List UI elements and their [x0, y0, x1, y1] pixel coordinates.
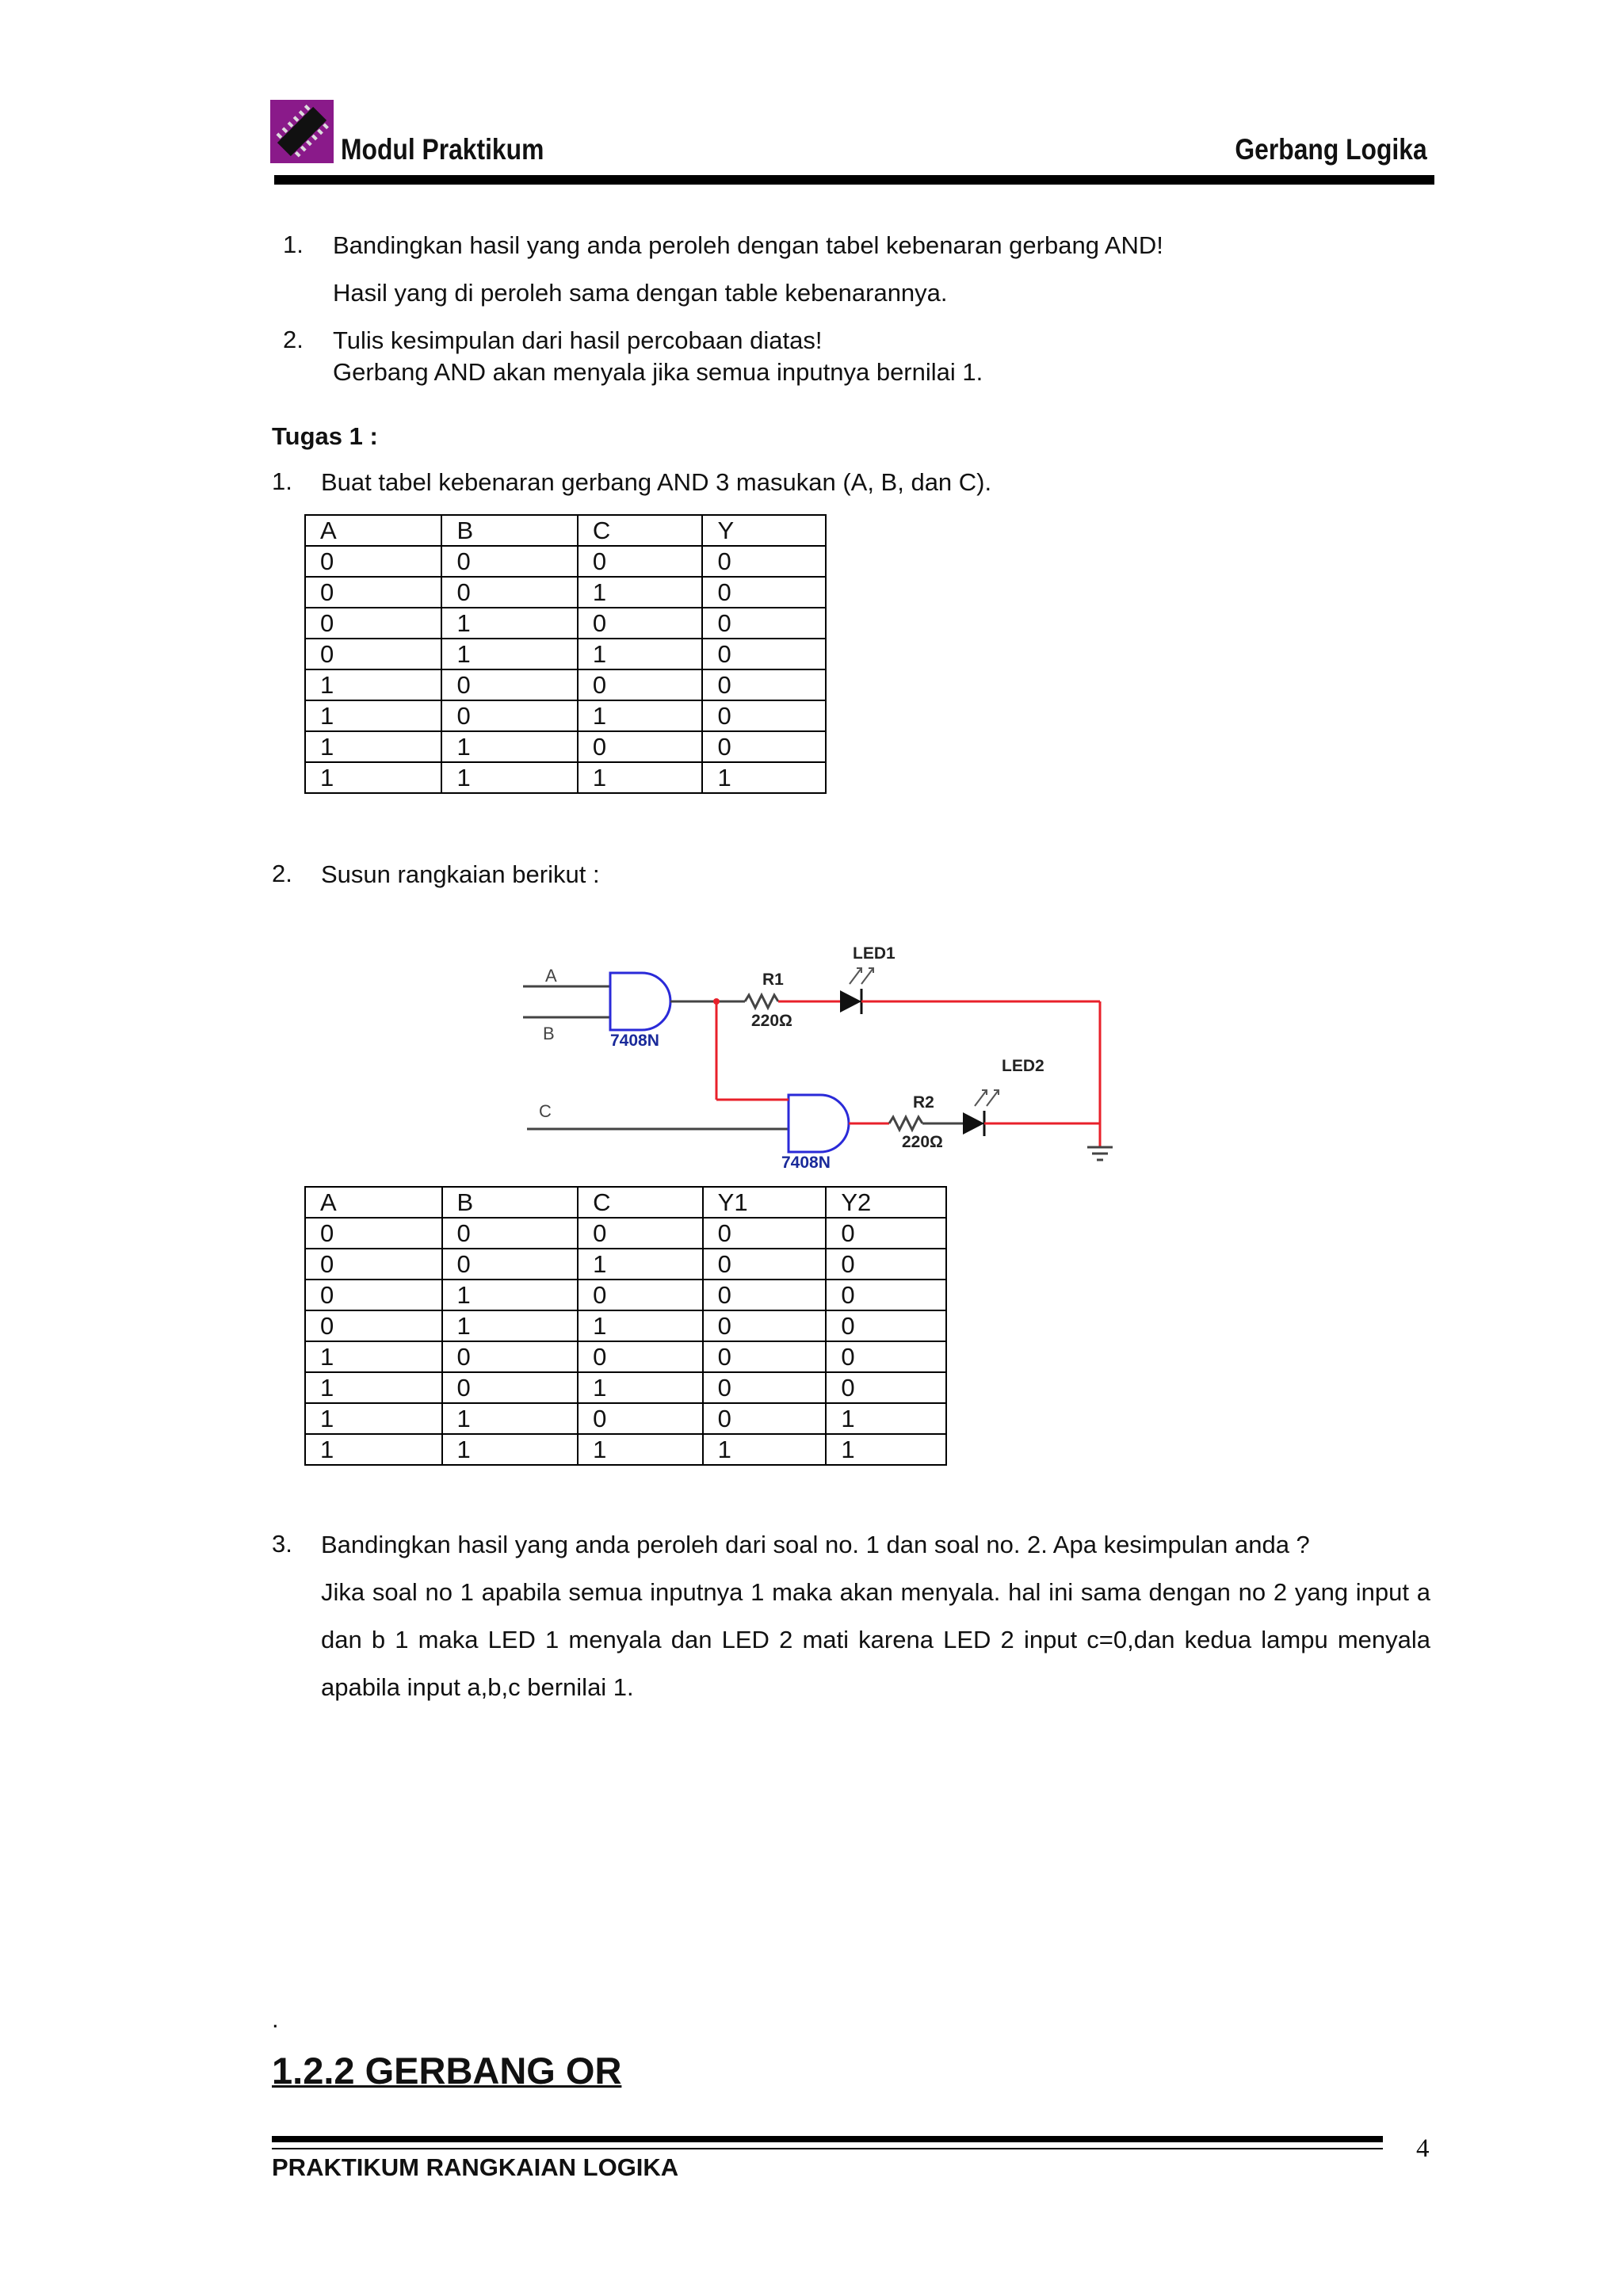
table1-cell: 0: [305, 546, 441, 577]
table1-row: [305, 608, 826, 639]
table1-row: [305, 577, 826, 608]
table2-cell: 0: [703, 1341, 827, 1372]
table2-cell: 0: [305, 1280, 442, 1310]
resistor-r2: [889, 1117, 922, 1130]
table2-cell: 1: [305, 1403, 442, 1434]
truth-table-and3: [304, 514, 827, 794]
table2-cell: 0: [826, 1280, 946, 1310]
table1-cell: 0: [702, 546, 826, 577]
table2-cell: 0: [442, 1249, 579, 1280]
page-number: 4: [1416, 2134, 1430, 2163]
table1-header-cell: A: [305, 515, 441, 546]
table2-row: [305, 1249, 946, 1280]
table2-cell: 1: [578, 1310, 703, 1341]
table1-row: [305, 669, 826, 700]
table1-cell: 0: [441, 577, 577, 608]
table1-cell: 1: [305, 669, 441, 700]
table2-cell: 0: [826, 1341, 946, 1372]
table1-cell: 0: [702, 731, 826, 762]
table1-cell: 0: [578, 731, 703, 762]
ground-symbol: [1087, 1147, 1113, 1160]
table2-cell: 0: [703, 1403, 827, 1434]
table1-row: [305, 731, 826, 762]
table1-cell: 0: [578, 608, 703, 639]
table2-cell: 1: [442, 1280, 579, 1310]
tugas-title: Tugas 1 :: [272, 422, 378, 450]
table2-cell: 1: [826, 1403, 946, 1434]
header-rule: [274, 175, 1434, 185]
table1-cell: 0: [702, 669, 826, 700]
tugas-item-1-text: Buat tabel kebenaran gerbang AND 3 masukan (A, B, dan C).: [321, 468, 992, 496]
header-left-title: Modul Praktikum: [341, 133, 544, 166]
question-2-answer: Gerbang AND akan menyala jika semua inputnya bernilai 1.: [333, 358, 983, 386]
header: [0, 0, 1623, 198]
footer-rule-thin: [272, 2148, 1383, 2149]
tugas-item-2-number: 2.: [272, 860, 292, 887]
table1-row: [305, 762, 826, 793]
tugas-item-3-number: 3.: [272, 1530, 292, 1558]
table2-cell: 0: [578, 1403, 703, 1434]
table2-cell: 0: [703, 1249, 827, 1280]
header-right-title: Gerbang Logika: [1235, 133, 1427, 166]
table2-header-row: [305, 1187, 946, 1218]
table2-row: [305, 1341, 946, 1372]
r2-label: R2: [913, 1093, 934, 1112]
table1-cell: 1: [578, 577, 703, 608]
table2-cell: 0: [703, 1218, 827, 1249]
table2-cell: 1: [578, 1249, 703, 1280]
table2-cell: 1: [703, 1434, 827, 1465]
r1-label: R1: [762, 971, 784, 989]
table2-header-cell: Y2: [826, 1187, 946, 1218]
table2-cell: 0: [305, 1249, 442, 1280]
table2-header-cell: B: [442, 1187, 579, 1218]
circuit-label-b: B: [543, 1024, 555, 1043]
stray-dot: .: [272, 2005, 279, 2033]
table2-header-cell: Y1: [703, 1187, 827, 1218]
question-1-text: Bandingkan hasil yang anda peroleh dengan tabel kebenaran gerbang AND!: [333, 231, 1163, 259]
table2-cell: 0: [578, 1341, 703, 1372]
table2-row: [305, 1372, 946, 1403]
table2-cell: 1: [442, 1403, 579, 1434]
table1-header-cell: Y: [702, 515, 826, 546]
table1-cell: 1: [441, 731, 577, 762]
tugas-item-3-answer: Jika soal no 1 apabila semua inputnya 1 maka akan menyala. hal ini sama dengan no 2 yang input a dan b 1 maka LED 1 menyala dan LED 2 mati karena LED 2 input c=0,dan kedua lampu menyala apabila input a,b,c bernilai 1.: [321, 1578, 1430, 1701]
table2-cell: 0: [442, 1341, 579, 1372]
table2-cell: 1: [442, 1310, 579, 1341]
table1-cell: 1: [702, 762, 826, 793]
table2-cell: 0: [703, 1310, 827, 1341]
question-2-text: Tulis kesimpulan dari hasil percobaan diatas!: [333, 326, 823, 354]
table2-cell: 1: [305, 1341, 442, 1372]
section-heading: 1.2.2 GERBANG OR: [272, 2050, 622, 2092]
chip-logo-icon: [270, 100, 334, 163]
table2-row: [305, 1218, 946, 1249]
table2-cell: 0: [442, 1218, 579, 1249]
led1-label: LED1: [853, 944, 896, 963]
r2-value: 220Ω: [902, 1133, 943, 1151]
circuit-label-c: C: [539, 1101, 552, 1121]
truth-table-circuit: [304, 1186, 947, 1466]
table1-cell: 0: [441, 669, 577, 700]
table2-cell: 0: [826, 1310, 946, 1341]
table1-cell: 1: [441, 639, 577, 669]
table1-cell: 0: [441, 546, 577, 577]
table1-cell: 0: [578, 669, 703, 700]
question-1-number: 1.: [283, 231, 304, 258]
table2-cell: 0: [305, 1310, 442, 1341]
table2-row: [305, 1403, 946, 1434]
table2-header-cell: C: [578, 1187, 703, 1218]
table1-cell: 1: [578, 639, 703, 669]
table1-cell: 0: [305, 577, 441, 608]
led2-label: LED2: [1002, 1057, 1044, 1075]
table1-cell: 1: [305, 700, 441, 731]
table2-cell: 0: [578, 1280, 703, 1310]
table1-cell: 1: [441, 608, 577, 639]
table1-header-row: [305, 515, 826, 546]
table2-cell: 1: [578, 1434, 703, 1465]
table2-cell: 1: [305, 1372, 442, 1403]
table2-cell: 0: [826, 1218, 946, 1249]
tugas-item-2-text: Susun rangkaian berikut :: [321, 860, 600, 888]
table2-row: [305, 1280, 946, 1310]
table2-header-cell: A: [305, 1187, 442, 1218]
gate-2-label: 7408N: [781, 1154, 831, 1172]
question-1-answer: Hasil yang di peroleh sama dengan table kebenarannya.: [333, 279, 948, 307]
table1-cell: 0: [702, 608, 826, 639]
led-2: [963, 1112, 984, 1135]
table1-row: [305, 546, 826, 577]
table2-cell: 0: [703, 1280, 827, 1310]
table1-cell: 1: [578, 762, 703, 793]
circuit-diagram: [507, 935, 1125, 1173]
table2-row: [305, 1434, 946, 1465]
resistor-r1: [745, 995, 778, 1008]
led-1: [840, 990, 861, 1013]
table2-cell: 0: [826, 1249, 946, 1280]
table2-row: [305, 1310, 946, 1341]
table2-cell: 1: [442, 1434, 579, 1465]
table2-cell: 1: [578, 1372, 703, 1403]
table1-cell: 0: [441, 700, 577, 731]
table2-cell: 0: [305, 1218, 442, 1249]
circuit-label-a: A: [545, 966, 557, 986]
table1-cell: 0: [702, 577, 826, 608]
and-gate-1: [610, 973, 670, 1030]
table1-cell: 0: [702, 639, 826, 669]
table2-cell: 0: [703, 1372, 827, 1403]
and-gate-2: [789, 1095, 849, 1152]
footer-rule-thick: [272, 2136, 1383, 2142]
table1-cell: 0: [305, 639, 441, 669]
table1-row: [305, 639, 826, 669]
table1-cell: 1: [441, 762, 577, 793]
table1-cell: 1: [305, 762, 441, 793]
question-2-number: 2.: [283, 326, 304, 353]
table2-cell: 0: [826, 1372, 946, 1403]
table1-cell: 0: [702, 700, 826, 731]
table1-row: [305, 700, 826, 731]
table1-header-cell: B: [441, 515, 577, 546]
table2-cell: 1: [305, 1434, 442, 1465]
table1-cell: 1: [578, 700, 703, 731]
table1-cell: 0: [578, 546, 703, 577]
tugas-item-1-number: 1.: [272, 467, 292, 495]
tugas-item-3-text: Bandingkan hasil yang anda peroleh dari soal no. 1 dan soal no. 2. Apa kesimpulan anda ?: [321, 1531, 1310, 1558]
table2-cell: 0: [578, 1218, 703, 1249]
table1-header-cell: C: [578, 515, 703, 546]
table2-cell: 1: [826, 1434, 946, 1465]
r1-value: 220Ω: [751, 1012, 792, 1030]
table2-cell: 0: [442, 1372, 579, 1403]
table1-cell: 1: [305, 731, 441, 762]
gate-1-label: 7408N: [610, 1032, 659, 1050]
table1-cell: 0: [305, 608, 441, 639]
footer-text: PRAKTIKUM RANGKAIAN LOGIKA: [272, 2153, 679, 2181]
